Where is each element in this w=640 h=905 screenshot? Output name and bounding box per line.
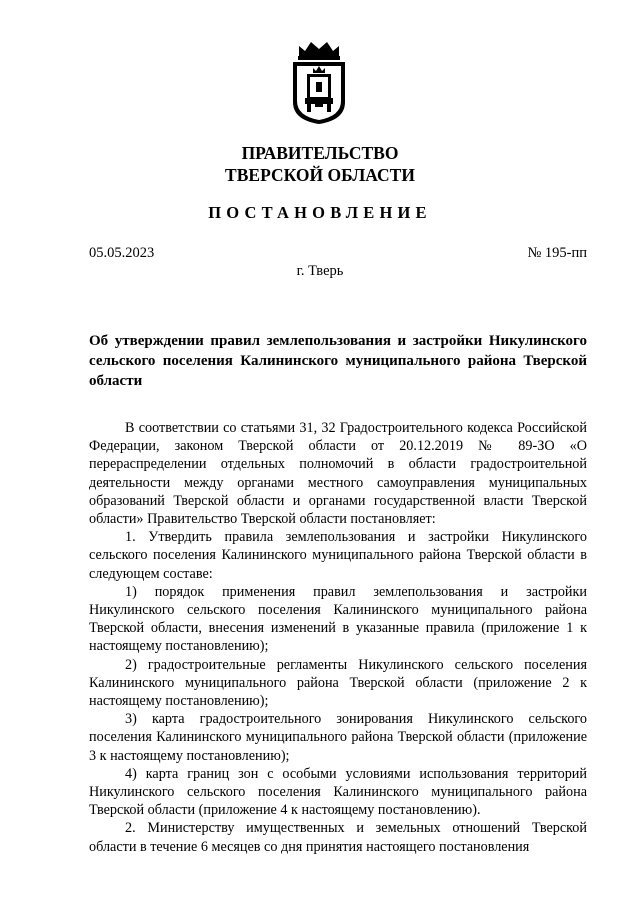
- clause-1-paragraph: 1. Утвердить правила землепользования и застройки Никулинского сельского поселения Калининского муниципального района Тверской области в следующем составе:: [89, 529, 587, 582]
- clause-1-item-4: 4) карта границ зон с особыми условиями использования территорий Никулинского сельского поселения Калининского муниципального района Тверской области (приложение 4 к настоящему постановлению).: [89, 765, 587, 819]
- tver-coat-of-arms-icon: [289, 40, 349, 126]
- document-number: № 195-пп: [527, 245, 587, 261]
- preamble-paragraph: В соответствии со статьями 31, 32 Градостроительного кодекса Российской Федерации, законом Тверской области от 20.12.2019 № 89-ЗО «О перераспределении отдельных полномочий в области градостроительной деятельности между органами местного самоуправления муниципальных образований Тверской области и органами государственной власти Тверской области» Правительство Тверской области постановляет:: [89, 420, 587, 528]
- document-body: [89, 419, 587, 856]
- document-date: 05.05.2023: [89, 245, 155, 261]
- org-name-line-2: ТВЕРСКОЙ ОБЛАСТИ: [225, 165, 415, 185]
- org-name-line-1: ПРАВИТЕЛЬСТВО: [241, 143, 399, 163]
- clause-1-item-1: 1) порядок применения правил землепользования и застройки Никулинского сельского поселения Калининского муниципального района Тверской области, внесения изменений в указанные правила (приложение 1 к настоящему постановлению);: [89, 583, 587, 655]
- clause-1-item-2: 2) градостроительные регламенты Никулинского сельского поселения Калининского муниципального района Тверской области (приложение 2 к настоящему постановлению);: [89, 656, 587, 710]
- document-title: Об утверждении правил землепользования и застройки Никулинского сельского поселения Калининского муниципального района Тверской области: [89, 333, 587, 389]
- document-type: ПОСТАНОВЛЕНИЕ: [208, 203, 432, 222]
- clause-1-item-3: 3) карта градостроительного зонирования Никулинского сельского поселения Калининского муниципального района Тверской области (приложение 3 к настоящему постановлению);: [89, 711, 587, 764]
- city-name: г. Тверь: [296, 263, 344, 279]
- clause-2-paragraph: 2. Министерству имущественных и земельных отношений Тверской области в течение 6 месяцев со дня принятия настоящего постановления: [89, 820, 587, 855]
